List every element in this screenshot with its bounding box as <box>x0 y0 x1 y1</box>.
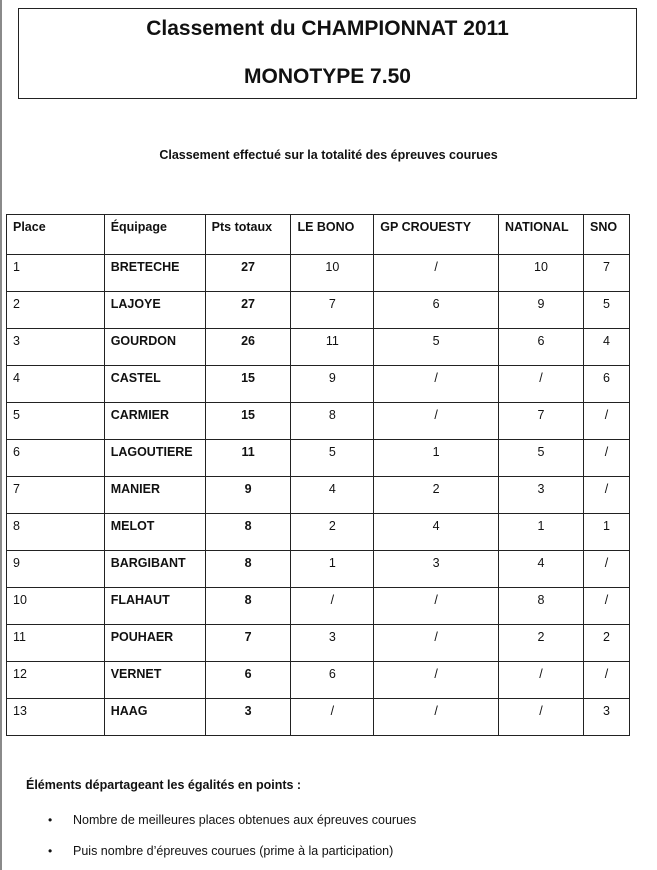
cell-crew: LAJOYE <box>104 292 205 329</box>
cell-le-bono: 9 <box>291 366 374 403</box>
cell-total-points: 27 <box>205 255 291 292</box>
list-item <box>26 844 626 858</box>
cell-le-bono: 2 <box>291 514 374 551</box>
cell-sno: / <box>583 477 629 514</box>
cell-national: 1 <box>499 514 584 551</box>
cell-total-points: 27 <box>205 292 291 329</box>
cell-sno: 3 <box>583 699 629 736</box>
cell-crew: VERNET <box>104 662 205 699</box>
cell-place: 1 <box>7 255 105 292</box>
cell-le-bono: / <box>291 699 374 736</box>
cell-place: 10 <box>7 588 105 625</box>
cell-national: / <box>499 662 584 699</box>
cell-place: 6 <box>7 440 105 477</box>
cell-gp-crouesty: / <box>374 662 499 699</box>
cell-total-points: 8 <box>205 588 291 625</box>
criterion-text: Nombre de meilleures places obtenues aux épreuves courues <box>73 813 417 827</box>
cell-sno: / <box>583 662 629 699</box>
bullet-icon: • <box>48 844 53 858</box>
cell-gp-crouesty: / <box>374 403 499 440</box>
cell-national: 4 <box>499 551 584 588</box>
cell-total-points: 3 <box>205 699 291 736</box>
table-row <box>7 329 630 366</box>
cell-crew: POUHAER <box>104 625 205 662</box>
cell-le-bono: 3 <box>291 625 374 662</box>
cell-le-bono: 8 <box>291 403 374 440</box>
cell-sno: / <box>583 588 629 625</box>
cell-national: / <box>499 699 584 736</box>
cell-sno: / <box>583 403 629 440</box>
cell-total-points: 8 <box>205 514 291 551</box>
cell-total-points: 11 <box>205 440 291 477</box>
list-item <box>26 813 626 827</box>
cell-crew: CASTEL <box>104 366 205 403</box>
table-row <box>7 588 630 625</box>
notes-title: Éléments départageant les égalités en points : <box>26 778 302 792</box>
cell-gp-crouesty: 1 <box>374 440 499 477</box>
ranking-table <box>6 214 630 736</box>
cell-national: 7 <box>499 403 584 440</box>
cell-national: 9 <box>499 292 584 329</box>
cell-place: 3 <box>7 329 105 366</box>
cell-crew: LAGOUTIERE <box>104 440 205 477</box>
header-total-points: Pts totaux <box>205 215 291 255</box>
table-row <box>7 625 630 662</box>
header-row <box>7 215 630 255</box>
cell-crew: HAAG <box>104 699 205 736</box>
cell-total-points: 26 <box>205 329 291 366</box>
cell-national: 5 <box>499 440 584 477</box>
cell-le-bono: 5 <box>291 440 374 477</box>
cell-gp-crouesty: 3 <box>374 551 499 588</box>
table-body <box>7 255 630 736</box>
tie-break-notes <box>26 778 626 858</box>
cell-total-points: 6 <box>205 662 291 699</box>
cell-sno: 2 <box>583 625 629 662</box>
cell-gp-crouesty: / <box>374 255 499 292</box>
cell-national: 8 <box>499 588 584 625</box>
cell-place: 8 <box>7 514 105 551</box>
cell-crew: BRETECHE <box>104 255 205 292</box>
cell-le-bono: 10 <box>291 255 374 292</box>
cell-gp-crouesty: / <box>374 625 499 662</box>
cell-le-bono: 7 <box>291 292 374 329</box>
table-row <box>7 514 630 551</box>
cell-national: 6 <box>499 329 584 366</box>
document-title: Classement du CHAMPIONNAT 2011 <box>146 17 509 40</box>
table-row <box>7 403 630 440</box>
cell-sno: 1 <box>583 514 629 551</box>
page-left-edge <box>0 0 2 870</box>
table-row <box>7 440 630 477</box>
header-national: NATIONAL <box>499 215 584 255</box>
header-crew: Équipage <box>104 215 205 255</box>
cell-gp-crouesty: / <box>374 588 499 625</box>
cell-place: 9 <box>7 551 105 588</box>
cell-national: 10 <box>499 255 584 292</box>
table-row <box>7 477 630 514</box>
cell-le-bono: 11 <box>291 329 374 366</box>
cell-gp-crouesty: 5 <box>374 329 499 366</box>
cell-total-points: 15 <box>205 403 291 440</box>
table-row <box>7 366 630 403</box>
criterion-text: Puis nombre d’épreuves courues (prime à la participation) <box>73 844 394 858</box>
header-place: Place <box>7 215 105 255</box>
cell-crew: GOURDON <box>104 329 205 366</box>
table-row <box>7 662 630 699</box>
cell-national: 2 <box>499 625 584 662</box>
cell-sno: 5 <box>583 292 629 329</box>
header-sno: SNO <box>583 215 629 255</box>
title-box <box>18 8 637 99</box>
cell-sno: / <box>583 440 629 477</box>
cell-le-bono: 4 <box>291 477 374 514</box>
cell-place: 7 <box>7 477 105 514</box>
cell-crew: MELOT <box>104 514 205 551</box>
table-row <box>7 699 630 736</box>
cell-crew: MANIER <box>104 477 205 514</box>
header-gp-crouesty: GP CROUESTY <box>374 215 499 255</box>
cell-place: 5 <box>7 403 105 440</box>
bullet-icon: • <box>48 813 53 827</box>
cell-crew: FLAHAUT <box>104 588 205 625</box>
cell-place: 12 <box>7 662 105 699</box>
cell-total-points: 15 <box>205 366 291 403</box>
cell-le-bono: 6 <box>291 662 374 699</box>
cell-crew: BARGIBANT <box>104 551 205 588</box>
cell-gp-crouesty: / <box>374 366 499 403</box>
cell-le-bono: / <box>291 588 374 625</box>
cell-place: 4 <box>7 366 105 403</box>
cell-gp-crouesty: 4 <box>374 514 499 551</box>
table-row <box>7 292 630 329</box>
cell-gp-crouesty: / <box>374 699 499 736</box>
cell-sno: 6 <box>583 366 629 403</box>
cell-total-points: 7 <box>205 625 291 662</box>
cell-sno: / <box>583 551 629 588</box>
cell-national: / <box>499 366 584 403</box>
cell-total-points: 8 <box>205 551 291 588</box>
cell-place: 2 <box>7 292 105 329</box>
table-row <box>7 551 630 588</box>
cell-le-bono: 1 <box>291 551 374 588</box>
cell-gp-crouesty: 6 <box>374 292 499 329</box>
cell-place: 13 <box>7 699 105 736</box>
subtitle: Classement effectué sur la totalité des épreuves courues <box>159 148 498 162</box>
cell-sno: 4 <box>583 329 629 366</box>
table-row <box>7 255 630 292</box>
cell-gp-crouesty: 2 <box>374 477 499 514</box>
cell-total-points: 9 <box>205 477 291 514</box>
header-le-bono: LE BONO <box>291 215 374 255</box>
cell-place: 11 <box>7 625 105 662</box>
document-class-title: MONOTYPE 7.50 <box>244 65 411 88</box>
cell-crew: CARMIER <box>104 403 205 440</box>
cell-national: 3 <box>499 477 584 514</box>
cell-sno: 7 <box>583 255 629 292</box>
tie-break-list <box>26 813 626 858</box>
